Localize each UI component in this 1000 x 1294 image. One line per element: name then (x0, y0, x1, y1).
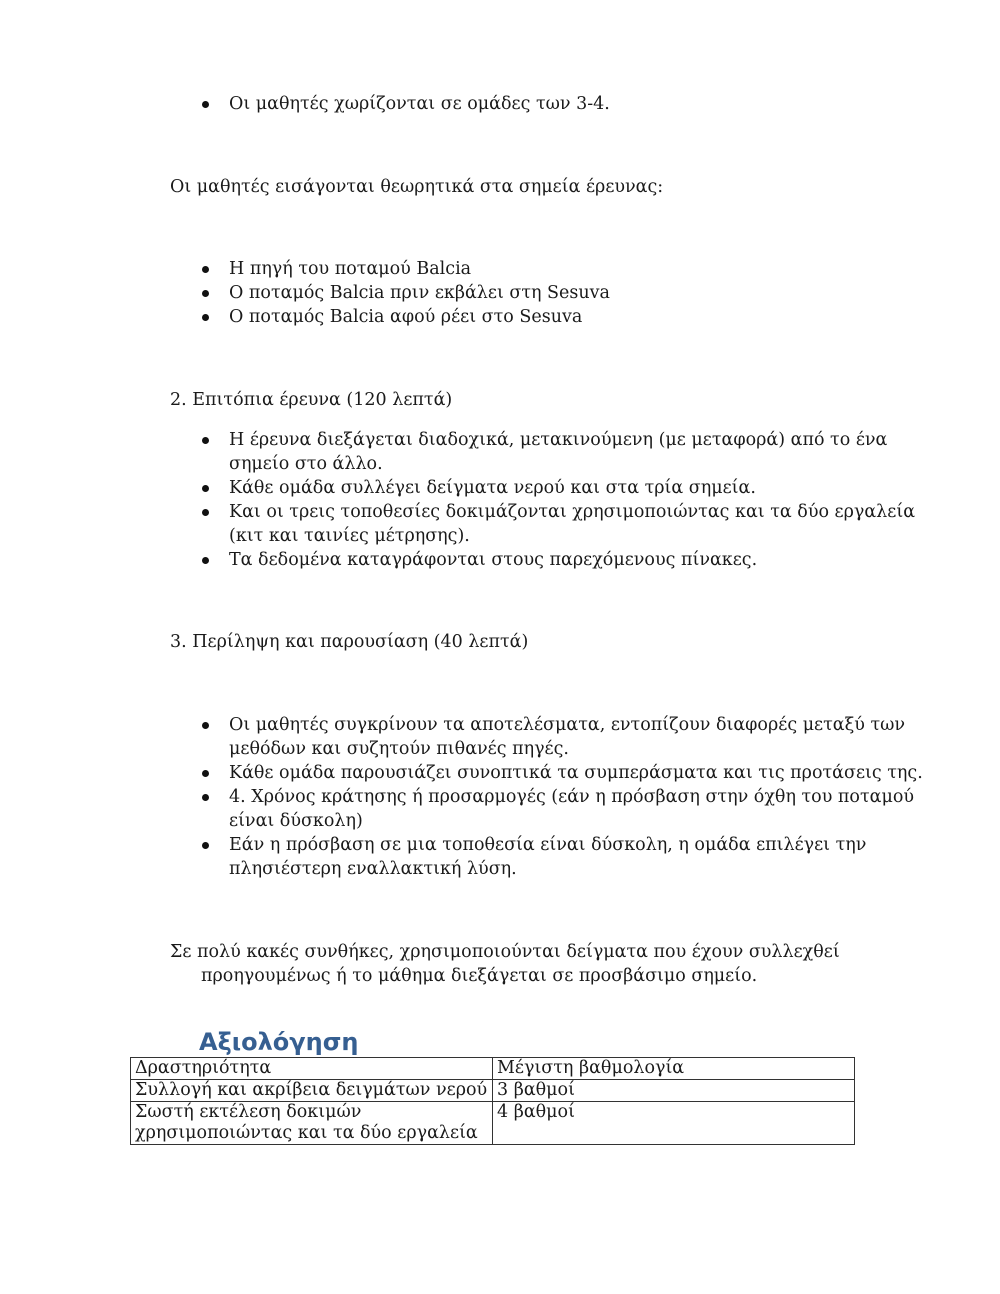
bullet-icon (202, 101, 209, 108)
bullet-icon (202, 509, 209, 516)
list-item: Εάν η πρόσβαση σε μια τοποθεσία είναι δύσκολη, η ομάδα επιλέγει την πλησιέστερη εναλλακτική λύση. (170, 833, 950, 881)
bullet-icon (202, 266, 209, 273)
intro-bullet-list (170, 92, 950, 116)
table-row (131, 1102, 855, 1145)
list-item: Η πηγή του ποταμού Balcia (170, 257, 950, 281)
table-header-row (131, 1058, 855, 1080)
list-item: Ο ποταμός Balcia αφού ρέει στο Sesuva (170, 305, 950, 329)
list-item: Οι μαθητές χωρίζονται σε ομάδες των 3-4. (170, 92, 950, 116)
bullet-icon (202, 557, 209, 564)
table-cell: 3 βαθμοί (493, 1080, 855, 1102)
section2-title: 2. Επιτόπια έρευνα (120 λεπτά) (170, 390, 453, 410)
table-row (131, 1080, 855, 1102)
bullet-icon (202, 485, 209, 492)
section3-title: 3. Περίληψη και παρουσίαση (40 λεπτά) (170, 632, 529, 652)
list-item: Η έρευνα διεξάγεται διαδοχικά, μετακινούμενη (με μεταφορά) από το ένα σημείο στο άλλο. (170, 428, 950, 476)
section3-bullet-list (170, 713, 950, 881)
bullet-icon (202, 722, 209, 729)
table-header-cell: Δραστηριότητα (131, 1058, 493, 1080)
bullet-icon (202, 314, 209, 321)
bullet-icon (202, 770, 209, 777)
bullet-icon (202, 794, 209, 801)
list-item: Ο ποταμός Balcia πριν εκβάλει στη Sesuva (170, 281, 950, 305)
table-cell: 4 βαθμοί (493, 1102, 855, 1145)
theory-intro-paragraph: Οι μαθητές εισάγονται θεωρητικά στα σημεία έρευνας: (170, 177, 664, 197)
bullet-icon (202, 842, 209, 849)
table-cell: Σωστή εκτέλεση δοκιμών χρησιμοποιώντας και τα δύο εργαλεία (131, 1102, 493, 1145)
assessment-heading: Αξιολόγηση (199, 1028, 359, 1056)
list-item: Και οι τρεις τοποθεσίες δοκιμάζονται χρησιμοποιώντας και τα δύο εργαλεία (κιτ και ταινίες μέτρησης). (170, 500, 950, 548)
list-item: Κάθε ομάδα παρουσιάζει συνοπτικά τα συμπεράσματα και τις προτάσεις της. (170, 761, 950, 785)
section2-bullet-list (170, 428, 950, 572)
list-item: Οι μαθητές συγκρίνουν τα αποτελέσματα, εντοπίζουν διαφορές μεταξύ των μεθόδων και συζητούν πιθανές πηγές. (170, 713, 950, 761)
list-item: Τα δεδομένα καταγράφονται στους παρεχόμενους πίνακες. (170, 548, 950, 572)
assessment-table (130, 1057, 855, 1145)
table-cell: Συλλογή και ακρίβεια δειγμάτων νερού (131, 1080, 493, 1102)
research-points-list (170, 257, 950, 329)
table-header-cell: Μέγιστη βαθμολογία (493, 1058, 855, 1080)
list-item: Κάθε ομάδα συλλέγει δείγματα νερού και στα τρία σημεία. (170, 476, 950, 500)
bullet-icon (202, 290, 209, 297)
list-item: 4. Χρόνος κράτησης ή προσαρμογές (εάν η πρόσβαση στην όχθη του ποταμού είναι δύσκολη) (170, 785, 950, 833)
bullet-icon (202, 437, 209, 444)
bad-conditions-note: Σε πολύ κακές συνθήκες, χρησιμοποιούνται δείγματα που έχουν συλλεχθεί προηγουμένως ή το μάθημα διεξάγεται σε προσβάσιμο σημείο. (170, 942, 840, 986)
